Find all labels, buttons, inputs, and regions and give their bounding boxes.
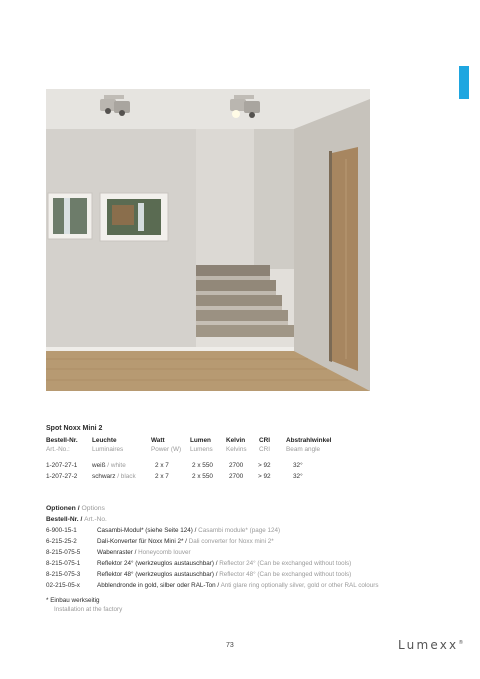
cell-watt: 2 x 7 xyxy=(155,462,169,469)
option-art-no: 8-215-075-1 xyxy=(46,560,81,567)
section-tab-marker xyxy=(459,66,469,99)
header-cri-en: CRI xyxy=(259,446,271,453)
header-luminaire: Leuchte xyxy=(92,437,117,444)
header-watt-en: Power (W) xyxy=(151,446,182,453)
cell-lumen: 2 x 550 xyxy=(192,473,213,480)
cell-lumen: 2 x 550 xyxy=(192,462,213,469)
options-header: Bestell-Nr. / Art.-No. xyxy=(46,516,107,523)
option-art-no: 8-215-075-5 xyxy=(46,549,81,556)
option-description: Reflektor 24° (werkzeuglos austauschbar) / Reflector 24° (Can be exchanged without tools) xyxy=(97,560,352,567)
header-art-no-en: Art.-No.: xyxy=(46,446,70,453)
option-description: Dali-Konverter für Noxx Mini 2* / Dali converter for Noxx mini 2* xyxy=(97,538,274,545)
cell-cri: > 92 xyxy=(258,473,271,480)
header-beam-angle: Abstrahlwinkel xyxy=(286,437,332,444)
brand-logo: Lumexx® xyxy=(398,638,464,652)
page-number: 73 xyxy=(226,642,234,649)
cell-kelvin: 2700 xyxy=(229,473,244,480)
header-art-no: Bestell-Nr. xyxy=(46,437,78,444)
footnote-en: Installation at the factory xyxy=(54,606,123,613)
option-art-no: 6-900-15-1 xyxy=(46,527,77,534)
cell-art-no: 1-207-27-2 xyxy=(46,473,78,480)
footnote-de: * Einbau werkseitig xyxy=(46,597,100,604)
option-art-no: 02-215-05-x xyxy=(46,582,80,589)
header-lumen-en: Lumens xyxy=(190,446,213,453)
product-title: Spot Noxx Mini 2 xyxy=(46,425,103,432)
header-lumen: Lumen xyxy=(190,437,211,444)
cell-beam-angle: 32° xyxy=(293,462,303,469)
option-description: Wabenraster / Honeycomb louver xyxy=(97,549,191,556)
option-art-no: 6-215-25-2 xyxy=(46,538,77,545)
option-art-no: 8-215-075-3 xyxy=(46,571,81,578)
option-description: Reflektor 48° (werkzeuglos austauschbar) / Reflector 48° (Can be exchanged without tools) xyxy=(97,571,352,578)
options-title: Optionen / Options xyxy=(46,505,105,512)
header-kelvin-en: Kelvins xyxy=(226,446,247,453)
cell-art-no: 1-207-27-1 xyxy=(46,462,78,469)
product-room-photo xyxy=(46,89,370,391)
header-luminaire-en: Luminaires xyxy=(92,446,124,453)
header-kelvin: Kelvin xyxy=(226,437,246,444)
option-description: Abblendronde in gold, silber oder RAL-Ton / Anti glare ring optionally silver, gold or other RAL colours xyxy=(97,582,379,589)
cell-luminaire: weiß / white xyxy=(92,462,126,469)
header-cri: CRI xyxy=(259,437,271,444)
cell-beam-angle: 32° xyxy=(293,473,303,480)
header-beam-angle-en: Beam angle xyxy=(286,446,321,453)
cell-luminaire: schwarz / black xyxy=(92,473,136,480)
cell-cri: > 92 xyxy=(258,462,271,469)
header-watt: Watt xyxy=(151,437,165,444)
cell-watt: 2 x 7 xyxy=(155,473,169,480)
option-description: Casambi-Modul* (siehe Seite 124) / Casambi module* (page 124) xyxy=(97,527,281,534)
cell-kelvin: 2700 xyxy=(229,462,244,469)
